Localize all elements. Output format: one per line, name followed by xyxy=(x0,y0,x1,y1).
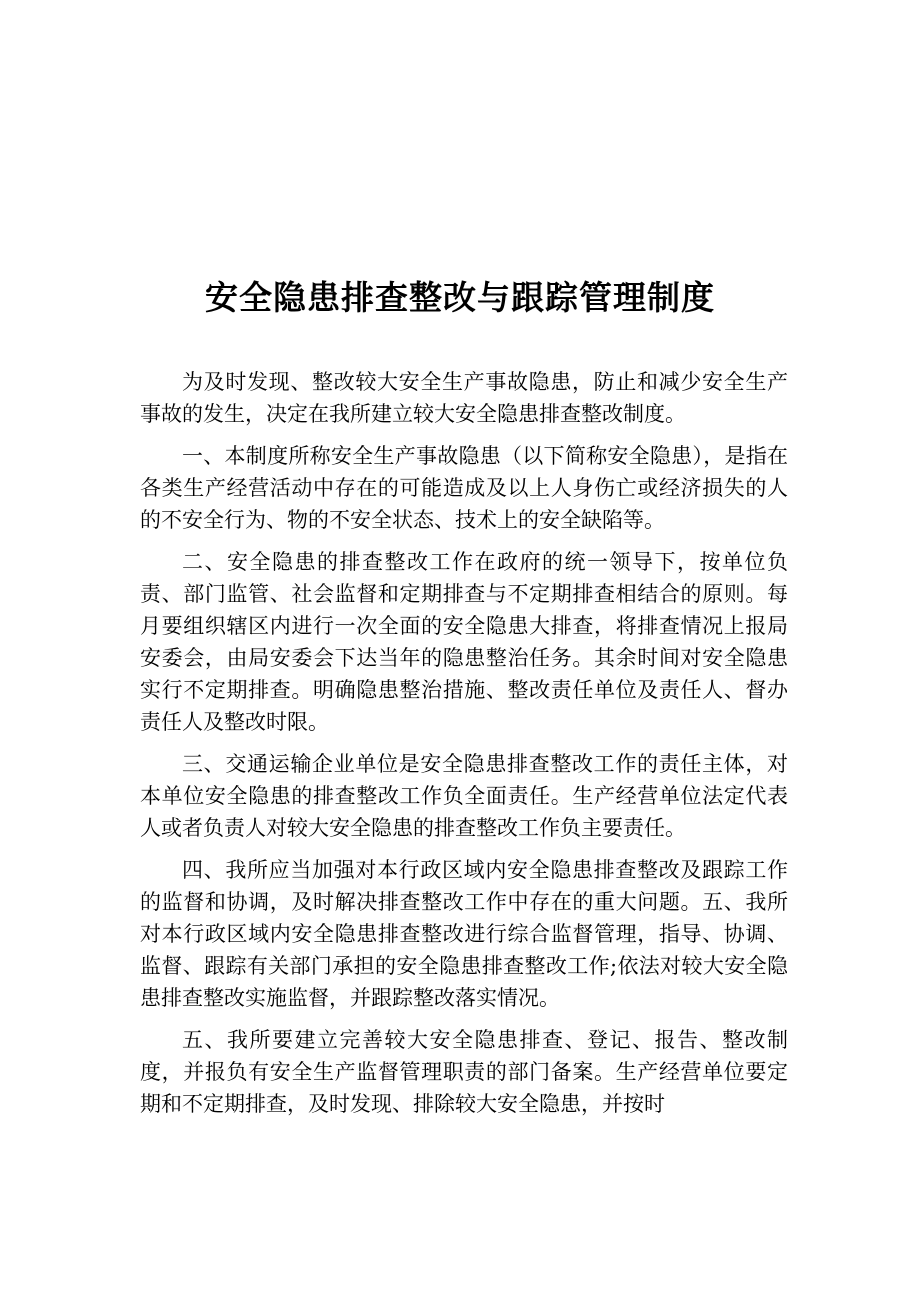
paragraph-2: 二、安全隐患的排查整改工作在政府的统一领导下，按单位负责、部门监管、社会监督和定期排查与不定期排查相结合的原则。每月要组织辖区内进行一次全面的安全隐患大排查，将排查情况上报局安委会，由局安委会下达当年的隐患整治任务。其余时间对安全隐患实行不定期排查。明确隐患整治措施、整改责任单位及责任人、督办责任人及整改时限。 xyxy=(140,550,788,734)
paragraph-1: 一、本制度所称安全生产事故隐患（以下简称安全隐患），是指在各类生产经营活动中存在的可能造成及以上人身伤亡或经济损失的人的不安全行为、物的不安全状态、技术上的安全缺陷等。 xyxy=(140,444,788,532)
document-title: 安全隐患排查整改与跟踪管理制度 xyxy=(205,278,715,317)
paragraph-intro: 为及时发现、整改较大安全生产事故隐患，防止和减少安全生产事故的发生，决定在我所建立较大安全隐患排查整改制度。 xyxy=(140,370,788,426)
paragraph-3: 三、交通运输企业单位是安全隐患排查整改工作的责任主体，对本单位安全隐患的排查整改工作负全面责任。生产经营单位法定代表人或者负责人对较大安全隐患的排查整改工作负主要责任。 xyxy=(140,752,788,840)
document-body xyxy=(140,366,788,1130)
paragraph-4: 四、我所应当加强对本行政区域内安全隐患排查整改及跟踪工作的监督和协调，及时解决排查整改工作中存在的重大问题。五、我所对本行政区域内安全隐患排查整改进行综合监督管理，指导、协调、监督、跟踪有关部门承担的安全隐患排查整改工作;依法对较大安全隐患排查整改实施监督，并跟踪整改落实情况。 xyxy=(140,858,788,1010)
paragraph-5: 五、我所要建立完善较大安全隐患排查、登记、报告、整改制度，并报负有安全生产监督管理职责的部门备案。生产经营单位要定期和不定期排查，及时发现、排除较大安全隐患，并按时 xyxy=(140,1028,788,1116)
